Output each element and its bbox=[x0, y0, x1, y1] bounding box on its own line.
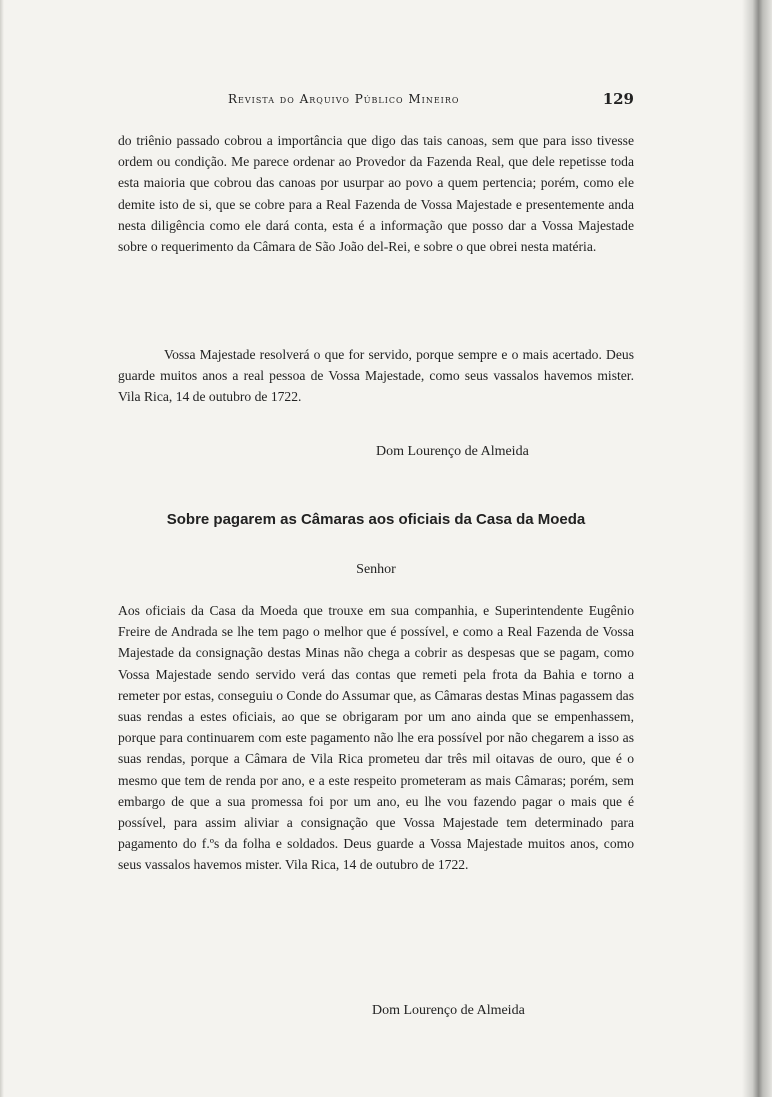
letter1-paragraph2: Vossa Majestade resolverá o que for servido, porque sempre e o mais acertado. Deus guarde muitos anos a real pessoa de Vossa Majestade, como seus vassalos havemos mister. Vila Rica, 14 de outubro de 1722. bbox=[118, 347, 634, 405]
letter1-paragraph1: do triênio passado cobrou a importância que digo das tais canoas, sem que para isso tivesse ordem ou condição. Me parece ordenar ao Provedor da Fazenda Real, que dele repetisse toda esta maioria que cobrou das canoas por usurpar ao povo a quem pertencia; porém, como ele demite isto de si, que se cobre para a Real Fazenda de Vossa Majestade e presentemente anda nesta diligência como ele dará conta, esta é a informação que posso dar a Vossa Majestade sobre o requerimento da Câmara de São João del-Rei, e sobre o que obrei nesta matéria. bbox=[118, 133, 634, 255]
running-head: Revista do Arquivo Público Mineiro bbox=[228, 92, 460, 106]
letter1-signature: Dom Lourenço de Almeida bbox=[376, 444, 529, 459]
book-binding-shadow bbox=[742, 0, 772, 1097]
letter2-title: Sobre pagarem as Câmaras aos oficiais da Casa da Moeda bbox=[166, 511, 586, 528]
page-left-edge bbox=[0, 0, 4, 1097]
letter2-paragraph1: Aos oficiais da Casa da Moeda que trouxe em sua companhia, e Superintendente Eugênio Freire de Andrada se lhe tem pago o melhor que é possível, e como a Real Fazenda de Vossa Majestade da consignação destas Minas não chega a cobrir as despesas que se pagam, como Vossa Majestade sendo servido verá das contas que remeti pela frota da Bahia e torno a remeter por estas, conseguiu o Conde do Assumar que, as Câmaras destas Minas pagassem das suas rendas a estes oficiais, ao que se obrigaram por um ano ainda que se empenhassem, porque para continuarem com este pagamento não lhe era possível por não chegarem a isso as suas rendas, porque a Câmara de Vila Rica prometeu dar três mil oitavas de ouro, que é o mesmo que tem de renda por ano, e a este respeito prometeram as mais Câmaras; porém, sem embargo de que a sua promessa foi por um ano, eu lhe vou fazendo pagar o mais que é possível, para assim aliviar a consignação que Vossa Majestade tem determinado para pagamento do f.ºs da folha e soldados. Deus guarde a Vossa Majestade muitos anos, como seus vassalos havemos mister. Vila Rica, 14 de outubro de 1722. bbox=[118, 603, 634, 873]
letter2-signature: Dom Lourenço de Almeida bbox=[372, 1003, 525, 1018]
page-number: 129 bbox=[602, 90, 634, 108]
letter2-salutation: Senhor bbox=[356, 562, 396, 577]
